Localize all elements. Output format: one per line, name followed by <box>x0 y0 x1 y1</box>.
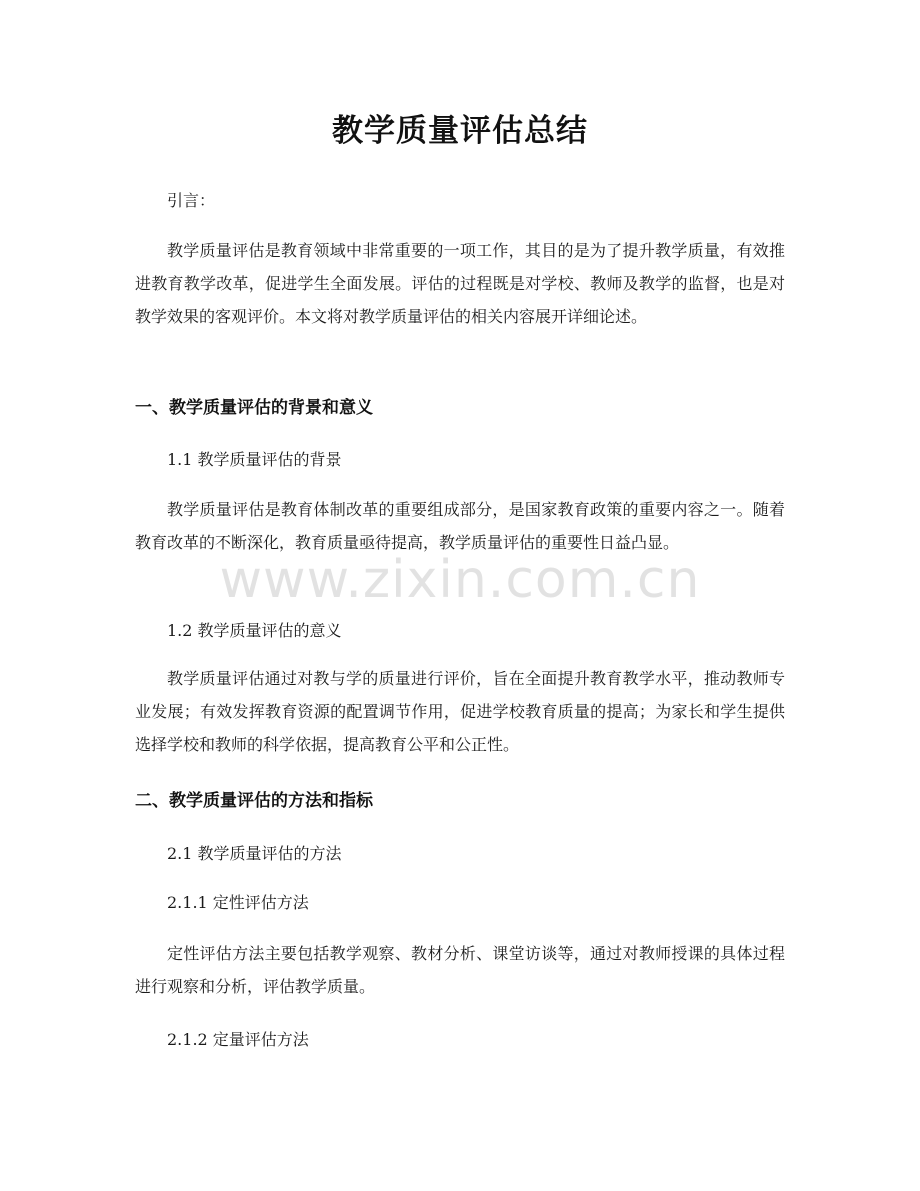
section1-sub2-paragraph-block <box>135 662 785 761</box>
section1-sub1-paragraph: 教学质量评估是教育体制改革的重要组成部分，是国家教育政策的重要内容之一。随着教育改革的不断深化，教育质量亟待提高，教学质量评估的重要性日益凸显。 <box>135 500 785 552</box>
intro-paragraph-block <box>135 234 785 333</box>
section1-heading: 一、教学质量评估的背景和意义 <box>135 398 373 418</box>
section1-sub1-title: 1.1 教学质量评估的背景 <box>167 450 342 469</box>
section2-sub1-1-paragraph: 定性评估方法主要包括教学观察、教材分析、课堂访谈等，通过对教师授课的具体过程进行观察和分析，评估教学质量。 <box>135 944 785 996</box>
section1-sub2-paragraph: 教学质量评估通过对教与学的质量进行评价，旨在全面提升教育教学水平，推动教师专业发展；有效发挥教育资源的配置调节作用，促进学校教育质量的提高；为家长和学生提供选择学校和教师的科学依据，提高教育公平和公正性。 <box>135 669 785 754</box>
section1-sub1-paragraph-block <box>135 493 785 559</box>
section2-sub1-1-paragraph-block <box>135 937 785 1003</box>
section2-sub1-1-title: 2.1.1 定性评估方法 <box>167 893 309 912</box>
section2-sub1-2-title: 2.1.2 定量评估方法 <box>167 1030 309 1049</box>
intro-paragraph: 教学质量评估是教育领域中非常重要的一项工作，其目的是为了提升教学质量，有效推进教育教学改革，促进学生全面发展。评估的过程既是对学校、教师及教学的监督，也是对教学效果的客观评价。本文将对教学质量评估的相关内容展开详细论述。 <box>135 241 785 326</box>
intro-label: 引言： <box>167 191 216 210</box>
section1-sub2-title: 1.2 教学质量评估的意义 <box>167 621 342 640</box>
watermark-text: www.zixin.com.cn <box>219 550 701 610</box>
section2-sub1-title: 2.1 教学质量评估的方法 <box>167 844 342 863</box>
section2-heading: 二、教学质量评估的方法和指标 <box>135 791 373 811</box>
page-title: 教学质量评估总结 <box>332 113 588 149</box>
